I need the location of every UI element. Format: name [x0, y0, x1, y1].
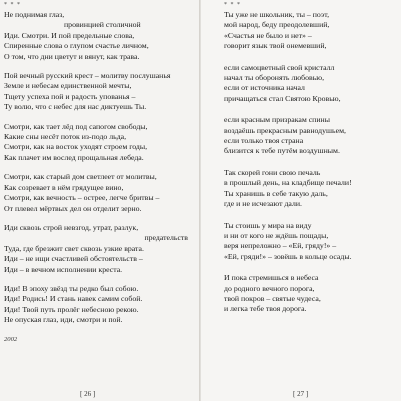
poem-line: Спиренные слова о глупом счастье личном, [4, 41, 149, 51]
poem-year: 2002 [4, 335, 18, 343]
poem-line: Ты хранишь в себе такую даль, [224, 188, 328, 198]
poem-line: Как плачет им вослед прощальная лебеда. [4, 152, 144, 162]
poem-line: Смотри, как на восток уходят строем годы, [4, 142, 148, 152]
poem-body [4, 10, 192, 326]
poem-line: если от источника начал [224, 83, 305, 93]
poem-line: Смотри, как тает лёд под сапогом свободы, [4, 121, 148, 131]
poem-line: Тщету успеха пой и радость упованья – [4, 91, 136, 101]
poem-line: Смотри, как вечность – острее, легче бритвы – [4, 193, 160, 203]
poem-line: говорит язык твой онемевший, [224, 41, 327, 51]
poem-line: в прошлый день, на кладбище печали! [224, 178, 352, 188]
poem-line: начал ты оборонять любовью, [224, 73, 325, 83]
poem-line: мой народ, беду преодолевший, [224, 20, 330, 30]
poem-line: воздаёшь прекрасным равнодушьем, [224, 125, 346, 135]
stanza [224, 115, 397, 157]
stanza-gap [224, 157, 397, 168]
page-number: [ 27 ] [293, 390, 309, 398]
stanza [4, 223, 192, 275]
stanza [4, 122, 192, 164]
stanza-gap [224, 104, 397, 115]
poem-line: и ни от кого не ждёшь пощады, [224, 230, 329, 240]
poem-line: Иди – не ищи счастливей обстоятельств – [4, 254, 143, 264]
poem-line: Иди – в вечном исполнении креста. [4, 264, 123, 274]
poem-line: Иди! Родись! И стань навек самим собой. [4, 294, 143, 304]
poem-line: Иди. Смотри. И пой предельные слова, [4, 30, 135, 40]
stanza-gap [224, 262, 397, 273]
poem-line: причащаться стал Святою Кровью, [224, 93, 341, 103]
stanza-gap [4, 275, 192, 284]
poem-line: твой покров – святые чудеса, [224, 293, 321, 303]
stanza-gap [224, 210, 397, 221]
poem-line: предательств [144, 233, 188, 243]
poem-line: Иди! Твой путь пролёг небесною рекою. [4, 304, 139, 314]
stanza-gap [4, 113, 192, 122]
stanza [224, 168, 397, 210]
poem-body [224, 10, 397, 315]
poem-line: и легка тебе твоя дорога. [224, 304, 307, 314]
poem-line: Ту волю, что с небес для нас диктуешь Ты. [4, 102, 147, 112]
poem-line: От плевел мёртвых дел он отделит зерно. [4, 203, 142, 213]
stanza-gap [4, 163, 192, 172]
poem-line: Пой вечный русский крест – молитву послушанья [4, 71, 171, 81]
poem-line: Так скорей гони свою печаль [224, 167, 321, 177]
stanza-gap [224, 52, 397, 63]
poem-line: Иди! В эпоху звёзд ты редко был собою. [4, 283, 139, 293]
poem-line: если самоцветный свой кристалл [224, 62, 335, 72]
stanza [4, 10, 192, 62]
stanza [224, 221, 397, 263]
right-page [201, 0, 401, 401]
poem-line: О том, что дни цветут и вянут, как трава. [4, 51, 140, 61]
stanza-gap [4, 62, 192, 71]
poem-line: Как созревает в нём грядущее вино, [4, 182, 124, 192]
poem-line: «Ей, гряди!» – зовёшь в кольце осады. [224, 251, 352, 261]
poem-line: Не опуская глаз, иди, смотри и пой. [4, 315, 123, 325]
poem-line: где и не исчезают дали. [224, 199, 302, 209]
poem-line: провинцией столичной [64, 20, 141, 30]
stanza-gap [4, 214, 192, 223]
poem-line: Какие сны несёт поток из-подо льда, [4, 132, 127, 142]
poem-line: до родного вечного порога, [224, 283, 315, 293]
stanza [4, 284, 192, 326]
poem-line: Туда, где брезжит свет сквозь узкие врата. [4, 243, 144, 253]
poem-line: Ты стоишь у мира на виду [224, 220, 312, 230]
stanza [4, 71, 192, 113]
poem-line: Не поднимая глаз, [4, 10, 65, 19]
section-ornament: * * * [4, 2, 21, 8]
poem-line: И пока стремишься в небеса [224, 273, 319, 283]
poem-line: если красным призракам спины [224, 115, 330, 125]
left-page [0, 0, 200, 401]
page-number: [ 26 ] [80, 390, 96, 398]
section-ornament: * * * [224, 2, 241, 8]
poem-line: веря непреложно – «Ей, гряду!» – [224, 241, 337, 251]
stanza [224, 273, 397, 315]
stanza [224, 63, 397, 105]
poem-line: если только твоя страна [224, 136, 304, 146]
poem-line: Иди сквозь строй невзгод, утрат, разлук, [4, 222, 139, 232]
poem-line: близится к тебе путём воздушным. [224, 146, 340, 156]
poem-line: «Счастья не было и нет» – [224, 30, 312, 40]
stanza [4, 172, 192, 214]
poem-line: Земле и небесам единственной мечты, [4, 81, 132, 91]
poem-line: Ты уже не школьник, ты – поэт, [224, 10, 330, 19]
poem-line: Смотри, как старый дом светлеет от молитвы, [4, 172, 157, 182]
stanza [224, 10, 397, 52]
